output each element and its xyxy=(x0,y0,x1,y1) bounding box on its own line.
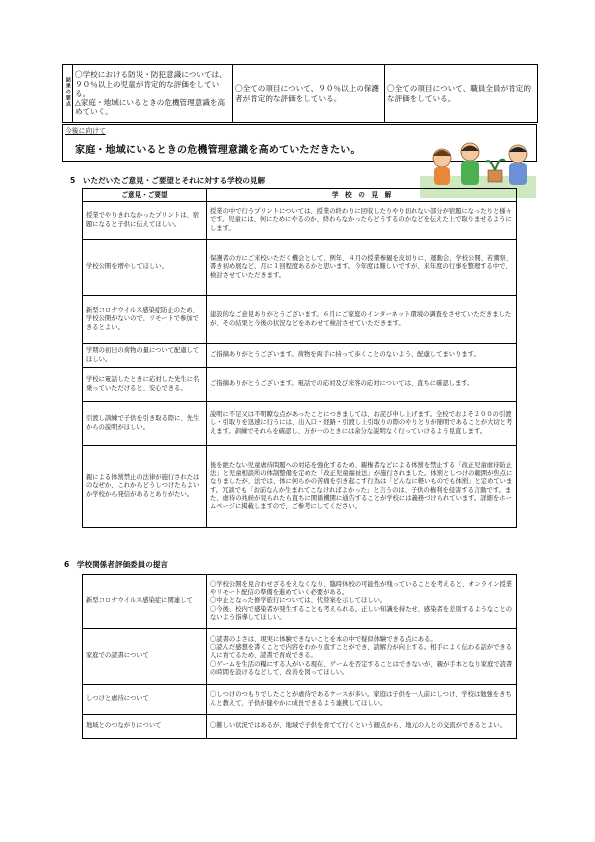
view-cell: 建設的なご意見ありがとうございます。６月にご家庭のインターネット環境の調査をさせていただきましたが、その結果と今後の状況などをあわせて検討させていただきます。 xyxy=(207,296,517,344)
table-row xyxy=(83,296,517,344)
opinion-cell: 学期の初日の荷物の量について配慮してほしい。 xyxy=(83,344,207,368)
recommendation-cell: 〇学校公開を見合わせざるをえなくなり、臨時休校の可能性が残っていることを考えると、オンライン授業やリモート配信の準備を進めていく必要がある。 〇中止となった修学旅行については、代替案を示してほしい。 〇今後、校内で感染者が発生することも考えられる。正しい知識を持たせ、感染者を差別するようなことのないよう指導してほしい。 xyxy=(207,575,517,629)
table-row xyxy=(83,344,517,368)
view-cell: 保護者の方にご来校いただく機会として、例年、４月の授業参観を皮切りに、運動会、学校公開、若潮祭、書き初め展など、月に１回程度あるかと思います。今年度は難しいですが、来年度の行事を整理する中で、検討させていただきます。 xyxy=(207,240,517,296)
opinion-cell: 親による体罰禁止の法律が施行されたはのなぜか、これからどうしつけたらよいか学校から発信があるとありがたい。 xyxy=(83,446,207,528)
view-cell: ご指摘ありがとうございます。電話での応対及び来客の応対については、直ちに確認します。 xyxy=(207,368,517,402)
view-cell: 説明に不足又は不明瞭な点があったことにつきましては、お詫び申し上げます。全校でおよそ２００の引渡し・引取りを迅速に行うには、出入口・経路・引渡し上引取りの際のやりとりが簡明であることが大切と考えます。訓練でそれらを確認し、万が一のときには余分な説明なく行っていけるよう見直します。 xyxy=(207,402,517,446)
adult-figure-center xyxy=(461,143,479,185)
evaluation-summary-table xyxy=(62,64,538,123)
table-row xyxy=(83,402,517,446)
topic-cell: しつけと虐待について xyxy=(83,685,207,715)
result-side-label: 結果の要点 xyxy=(63,65,73,123)
topic-cell: 家庭での読書について xyxy=(83,629,207,685)
view-cell: 後を絶たない児童虐待問題への対応を強化するため、親権者などによる体罰を禁止する「改正児童虐待防止法」と児童相談所の体制整備を定めた「改正児童福祉法」が施行されました。体罰としつけの範囲が焦点になりましたが、法では、体に何らかの苦痛を引き起こす行為は「どんなに軽いものでも体罰」と定めています。冗談でも「お前なんか生まれてこなければよかった」と言うのは、子供の権利を侵害する言動です。また、虐待の兆候が見られたら直ちに関係機関に通告することが学校には義務づけられています。詳細をホームページに掲載しますので、ご参考にしてください。 xyxy=(207,446,517,528)
recommendation-cell: 〇しつけのつもりでしたことが虐待であるケースが多い。家庭は子供を一人前にしつけ、学校は勉強をきちんと教えて、子供が健やかに成長できるよう連携してほしい。 xyxy=(207,685,517,715)
recommendation-cell: 〇読書のよさは、現実に体験できないことを本の中で疑似体験できる点にある。 〇読んだ感想を書くことで内容をわかり直すことができ、読解力が向上する。相手によく伝わる話ができる人に育てるため、読書で育成できる。 〇ゲームを生活の糧にする人がいる現在、ゲームを否定することはできないが、親が手本となり家庭で読書の時間を設けるなどして、改善を図ってほしい。 xyxy=(207,629,517,685)
table-row xyxy=(83,446,517,528)
plant-pot xyxy=(486,160,505,182)
topic-cell: 新型コロナウイルス感染症に関連して xyxy=(83,575,207,629)
view-cell: 授業の中で行うプリントについては、授業の終わりに回収したりやり切れない部分が宿題になったりと様々です。児童には、何にためにやるのか、終わらなかったらどうするのかなどを伝えた上で取りませるようにします。 xyxy=(207,202,517,240)
view-header: 学 校 の 見 解 xyxy=(207,189,517,202)
opinions-table xyxy=(82,188,517,528)
table-row xyxy=(83,240,517,296)
table-row xyxy=(83,715,517,739)
topic-cell: 地域とのつながりについて xyxy=(83,715,207,739)
table-row xyxy=(83,202,517,240)
opinion-header: ご意見・ご要望 xyxy=(83,189,207,202)
next-steps-label: 今後に向けて xyxy=(65,127,106,135)
child-figure-left xyxy=(433,149,451,185)
table-row xyxy=(83,368,517,402)
table-row xyxy=(83,575,517,629)
adult-figure-right xyxy=(509,145,527,185)
table-row xyxy=(83,685,517,715)
recommendation-cell: 〇難しい状況ではあるが、地域で子供を育てて行くという観点から、地元の人との交流ができるとよい。 xyxy=(207,715,517,739)
opinion-cell: 学校に電話したときに応対した先生に名乗っていただけると、安心できる。 xyxy=(83,368,207,402)
opinion-cell: 引渡し訓練で子供を引き取る際に、先生からの説明がほしい。 xyxy=(83,402,207,446)
staff-result-cell: 〇全ての項目について、職員全員が肯定的な評価をしている。 xyxy=(385,65,538,123)
student-result-cell: 〇学校における防災・防犯意識については、９０％以上の児童が肯定的な評価をしている。 △家庭・地域にいるときの危機管理意識を高めていく。 xyxy=(73,65,233,123)
section-5-title: 5 いただいたご意見・ご要望とそれに対する学校の見解 xyxy=(70,176,266,185)
committee-recommendations-table xyxy=(82,574,517,739)
view-cell: ご指摘ありがとうございます。荷物を両手に持って歩くことのないよう、配慮してまいります。 xyxy=(207,344,517,368)
opinion-cell: 新型コロナウイルス感染症防止のため、学校公開がないので、リモートで参加できるとよい。 xyxy=(83,296,207,344)
section-6-title: 6 学校関係者評価委員の提言 xyxy=(64,560,169,569)
opinion-cell: 授業でやりきれなかったプリントは、宿題になると子供に伝えてほしい。 xyxy=(83,202,207,240)
next-steps-text: 家庭・地域にいるときの危機管理意識を高めていただきたい。 xyxy=(75,145,361,156)
opinion-cell: 学校公開を増やしてほしい。 xyxy=(83,240,207,296)
table-row xyxy=(83,629,517,685)
parent-result-cell: 〇全ての項目について、９０％以上の保護者が肯定的な評価をしている。 xyxy=(233,65,385,123)
